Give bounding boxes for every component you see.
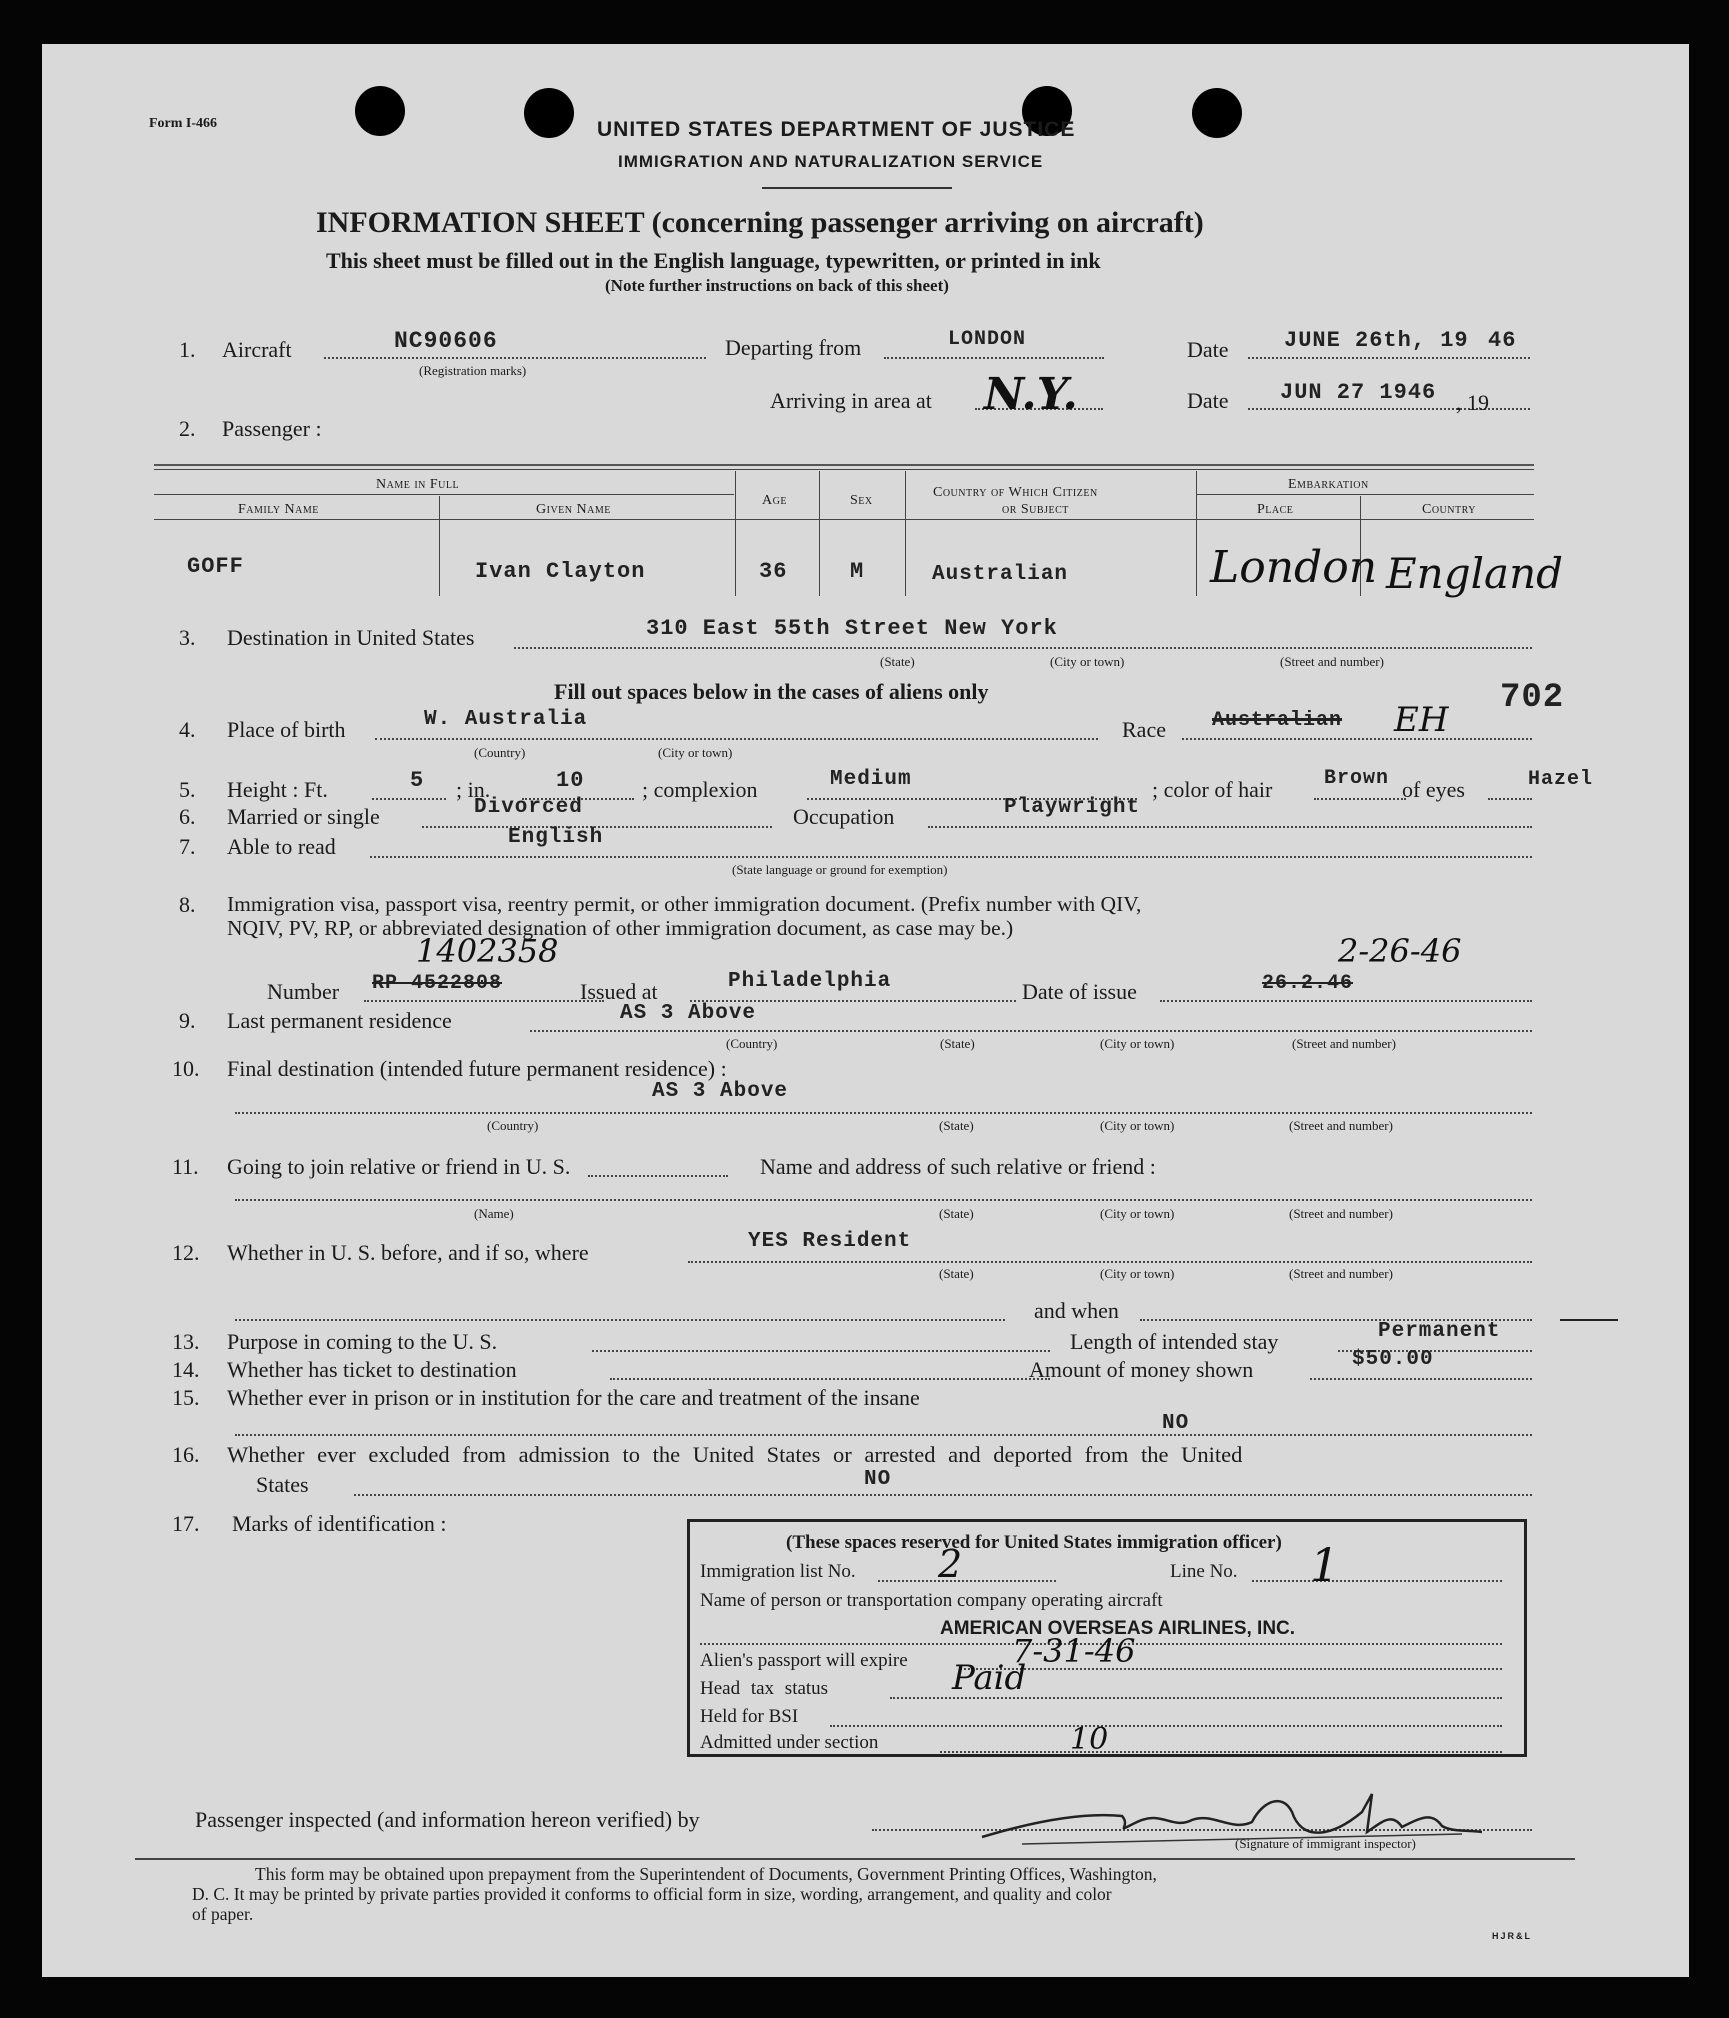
list-number-value: 2 (938, 1542, 963, 1586)
printer-mark: HJR&L (1492, 1931, 1533, 1941)
dotted-line (1160, 1000, 1532, 1002)
item-number: 11. (172, 1154, 199, 1179)
embarkation-place-value: London (1210, 542, 1378, 593)
given-name-value: Ivan Clayton (475, 559, 646, 584)
dotted-line (878, 1580, 1056, 1582)
money-value: $50.00 (1352, 1348, 1434, 1371)
city-caption: (City or town) (1100, 1266, 1175, 1281)
punch-hole (355, 86, 405, 136)
dotted-line (324, 357, 706, 359)
passport-expire-value: 7-31-46 (1012, 1632, 1136, 1670)
footer-line-3: of paper. (192, 1904, 254, 1924)
number-label: Number (267, 979, 340, 1004)
departure-year-value: 46 (1488, 328, 1517, 353)
state-caption: (State) (880, 654, 915, 669)
street-caption: (Street and number) (1289, 1266, 1393, 1281)
aircraft-label: Aircraft (222, 337, 292, 362)
column-divider (1196, 471, 1197, 596)
destination-value: 310 East 55th Street New York (646, 616, 1058, 641)
last-residence-label: Last permanent residence (227, 1008, 452, 1033)
issue-date-struck: 26.2.46 (1262, 972, 1354, 995)
country-caption: (Country) (726, 1036, 778, 1051)
race-label: Race (1122, 717, 1166, 742)
item-number: 3. (179, 625, 196, 650)
dotted-line (1248, 357, 1530, 359)
arrival-date-label: Date (1187, 388, 1229, 413)
embarkation-country-value: England (1386, 549, 1564, 598)
issue-date-handwritten: 2-26-46 (1338, 932, 1462, 970)
marital-status-value: Divorced (474, 796, 583, 819)
held-bsi-label: Held for BSI (700, 1706, 799, 1727)
column-divider (905, 471, 906, 596)
form-number: Form I-466 (149, 116, 218, 131)
form-sheet (42, 44, 1689, 1977)
and-when-label: and when (1034, 1298, 1119, 1323)
arriving-label: Arriving in area at (770, 388, 932, 413)
city-caption: (City or town) (1100, 1036, 1175, 1051)
final-destination-label: Final destination (intended future permanent residence) : (227, 1056, 727, 1081)
join-relative-label: Going to join relative or friend in U. S. (227, 1154, 571, 1179)
dotted-line (375, 738, 1098, 740)
name-group-rule (154, 494, 734, 495)
passenger-label: Passenger : (222, 416, 322, 441)
state-caption: (State) (939, 1118, 974, 1133)
country-header: Country (1422, 502, 1476, 517)
excluded-label-1: Whether ever excluded from admission to the United States or arrested and deported from the United (227, 1442, 1243, 1467)
street-caption: (Street and number) (1289, 1118, 1393, 1133)
item-number: 5. (179, 777, 196, 802)
operator-value: AMERICAN OVERSEAS AIRLINES, INC. (940, 1618, 1296, 1639)
document-number-handwritten: 1402358 (416, 932, 559, 970)
stay-length-label: Length of intended stay (1070, 1329, 1279, 1354)
sheet-title: INFORMATION SHEET (concerning passenger arriving on aircraft) (316, 206, 1204, 239)
admitted-section-value: 10 (1070, 1722, 1109, 1757)
city-caption: (City or town) (658, 745, 733, 760)
dotted-line (884, 357, 1104, 359)
column-divider (819, 471, 820, 596)
relative-address-label: Name and address of such relative or friend : (760, 1154, 1156, 1179)
citizen-header-sub: or Subject (1002, 502, 1069, 517)
departing-label: Departing from (725, 335, 862, 360)
dotted-line (370, 856, 1532, 858)
height-ft-label: Height : Ft. (227, 777, 328, 802)
street-caption: (Street and number) (1292, 1036, 1396, 1051)
race-code-stamp: 702 (1500, 679, 1565, 717)
sheet-instruction: This sheet must be filled out in the English language, typewritten, or printed in ink (326, 248, 1101, 273)
item-number: 6. (179, 804, 196, 829)
footer-line-2: D. C. It may be printed by private parties provided it conforms to official form in size, wording, arrangement, and quality and color (192, 1884, 1112, 1904)
age-value: 36 (759, 559, 788, 584)
dotted-line (235, 1199, 1532, 1201)
family-name-header: Family Name (238, 502, 319, 517)
item-number: 17. (172, 1511, 200, 1536)
height-in-value: 10 (556, 768, 585, 793)
dotted-line (610, 1378, 1050, 1380)
family-name-value: GOFF (187, 554, 244, 579)
table-header-rule (154, 519, 1534, 520)
complexion-label: ; complexion (642, 777, 758, 802)
eye-color-value: Hazel (1528, 768, 1594, 791)
citizen-header: Country of Which Citizen (933, 485, 1098, 500)
line-number-value: 1 (1310, 1538, 1340, 1592)
dotted-line (1314, 798, 1406, 800)
purpose-label: Purpose in coming to the U. S. (227, 1329, 498, 1354)
embarkation-header: Embarkation (1288, 477, 1369, 492)
dotted-line (688, 1261, 1532, 1263)
dotted-line (364, 1000, 604, 1002)
dotted-line (592, 1350, 1050, 1352)
dotted-line (1252, 1580, 1502, 1582)
birthplace-value: W. Australia (424, 708, 588, 731)
dotted-line (1488, 798, 1532, 800)
able-to-read-value: English (508, 826, 604, 849)
marital-status-label: Married or single (227, 804, 380, 829)
dotted-line (235, 1434, 1532, 1436)
departure-date-value: JUNE 26th, 19 (1284, 328, 1469, 353)
item-number: 2. (179, 416, 196, 441)
country-caption: (Country) (474, 745, 526, 760)
column-divider (735, 471, 736, 596)
stay-length-value: Permanent (1378, 1320, 1501, 1343)
dotted-line (928, 826, 1532, 828)
height-in-label: ; in. (456, 777, 491, 802)
item-number: 16. (172, 1442, 200, 1467)
race-handwritten-value: EH (1394, 700, 1449, 740)
header-rule (762, 187, 952, 189)
name-caption: (Name) (474, 1206, 514, 1221)
dotted-line (588, 1175, 728, 1177)
officer-box (687, 1519, 1527, 1757)
inspected-label: Passenger inspected (and information hereon verified) by (195, 1807, 700, 1832)
punch-hole (524, 88, 574, 138)
age-header: Age (762, 493, 787, 508)
dotted-line (830, 1725, 1502, 1727)
height-ft-value: 5 (410, 768, 425, 793)
dotted-line (235, 1319, 1005, 1321)
destination-label: Destination in United States (227, 625, 475, 650)
dotted-line (530, 1030, 1532, 1032)
state-caption: (State) (939, 1206, 974, 1221)
issued-at-value: Philadelphia (728, 970, 892, 993)
admitted-section-label: Admitted under section (700, 1732, 879, 1753)
footer-line-1: This form may be obtained upon prepayment from the Superintendent of Documents, Government Printing Offices, Washington, (255, 1864, 1157, 1884)
dotted-line (940, 1751, 1502, 1753)
departing-value: LONDON (948, 328, 1027, 351)
aircraft-value: NC90606 (394, 328, 498, 354)
hair-color-label: ; color of hair (1152, 777, 1273, 802)
issue-date-label: Date of issue (1022, 979, 1137, 1004)
identification-marks-label: Marks of identification : (232, 1511, 447, 1536)
arrival-year-prefix: , 19 (1456, 390, 1489, 415)
item-number: 4. (179, 717, 196, 742)
operator-label: Name of person or transportation company operating aircraft (700, 1590, 1163, 1611)
line-number-label: Line No. (1170, 1561, 1238, 1582)
given-name-header: Given Name (536, 502, 611, 517)
previous-us-value: YES Resident (748, 1230, 912, 1253)
last-residence-value: AS 3 Above (620, 1002, 757, 1025)
state-caption: (State) (940, 1036, 975, 1051)
margin-mark (1560, 1319, 1618, 1321)
city-caption: (City or town) (1100, 1206, 1175, 1221)
excluded-value: NO (864, 1468, 892, 1491)
state-caption: (State) (939, 1266, 974, 1281)
able-to-read-label: Able to read (227, 834, 336, 859)
head-tax-value: Paid (952, 1658, 1027, 1698)
dotted-line (372, 798, 446, 800)
complexion-value: Medium (830, 768, 912, 791)
country-caption: (Country) (487, 1118, 539, 1133)
arrival-date-stamp: JUN 27 1946 (1280, 380, 1437, 405)
street-caption: (Street and number) (1280, 654, 1384, 669)
item-number: 15. (172, 1385, 200, 1410)
occupation-value: Playwright (1004, 796, 1141, 819)
document-number-struck: RP 4522808 (372, 972, 503, 995)
aliens-only-heading: Fill out spaces below in the cases of aliens only (554, 679, 989, 704)
officer-box-title: (These spaces reserved for United States immigration officer) (786, 1532, 1282, 1553)
prison-value: NO (1162, 1412, 1190, 1435)
ticket-label: Whether has ticket to destination (227, 1357, 517, 1382)
previous-us-label: Whether in U. S. before, and if so, where (227, 1240, 589, 1265)
visa-instruction-2: NQIV, PV, RP, or abbreviated designation of other immigration document, as case may be.) (227, 916, 1014, 940)
dotted-line (354, 1494, 1532, 1496)
dotted-line (514, 647, 1532, 649)
head-tax-label: Head tax status (700, 1678, 829, 1699)
occupation-label: Occupation (793, 804, 895, 829)
issued-at-label: Issued at (580, 979, 658, 1004)
item-number: 12. (172, 1240, 200, 1265)
sex-header: Sex (850, 493, 873, 508)
list-number-label: Immigration list No. (700, 1561, 856, 1582)
signature-caption: (Signature of immigrant inspector) (1235, 1836, 1416, 1851)
name-in-full-header: Name in Full (376, 477, 460, 492)
money-label: Amount of money shown (1029, 1357, 1254, 1382)
department-title: UNITED STATES DEPARTMENT OF JUSTICE (597, 118, 1076, 141)
item-number: 13. (172, 1329, 200, 1354)
prison-label: Whether ever in prison or in institution for the care and treatment of the insane (227, 1385, 920, 1410)
service-title: IMMIGRATION AND NATURALIZATION SERVICE (618, 152, 1044, 171)
hair-color-value: Brown (1324, 767, 1390, 790)
final-destination-value: AS 3 Above (652, 1080, 789, 1103)
item-number: 9. (179, 1008, 196, 1033)
arriving-value: N.Y. (984, 369, 1078, 420)
departure-date-label: Date (1187, 337, 1229, 362)
item-number: 1. (179, 337, 196, 362)
item-number: 14. (172, 1357, 200, 1382)
visa-instruction-1: Immigration visa, passport visa, reentry permit, or other immigration document. (Prefix number with QIV, (227, 892, 1142, 916)
sheet-note: (Note further instructions on back of this sheet) (605, 276, 949, 295)
citizen-value: Australian (932, 563, 1069, 586)
column-divider (439, 496, 440, 596)
dotted-line (235, 1112, 1532, 1114)
punch-hole (1192, 88, 1242, 138)
birthplace-label: Place of birth (227, 717, 346, 742)
footer-rule (135, 1858, 1575, 1860)
place-header: Place (1257, 502, 1294, 517)
language-caption: (State language or ground for exemption) (732, 862, 948, 877)
race-struck-value: Australian (1212, 709, 1343, 732)
street-caption: (Street and number) (1289, 1206, 1393, 1221)
excluded-label-2: States (256, 1472, 309, 1497)
embarkation-group-rule (1197, 494, 1534, 495)
registration-caption: (Registration marks) (419, 363, 527, 378)
table-top-rule (154, 464, 1534, 466)
dotted-line (1182, 738, 1532, 740)
city-caption: (City or town) (1050, 654, 1125, 669)
sex-value: M (850, 559, 865, 584)
item-number: 10. (172, 1056, 200, 1081)
item-number: 7. (179, 834, 196, 859)
table-top-rule (154, 469, 1534, 470)
eye-color-label: of eyes (1402, 777, 1465, 802)
city-caption: (City or town) (1100, 1118, 1175, 1133)
item-number: 8. (179, 892, 196, 917)
passport-expire-label: Alien's passport will expire (700, 1650, 908, 1671)
dotted-line (1310, 1378, 1532, 1380)
